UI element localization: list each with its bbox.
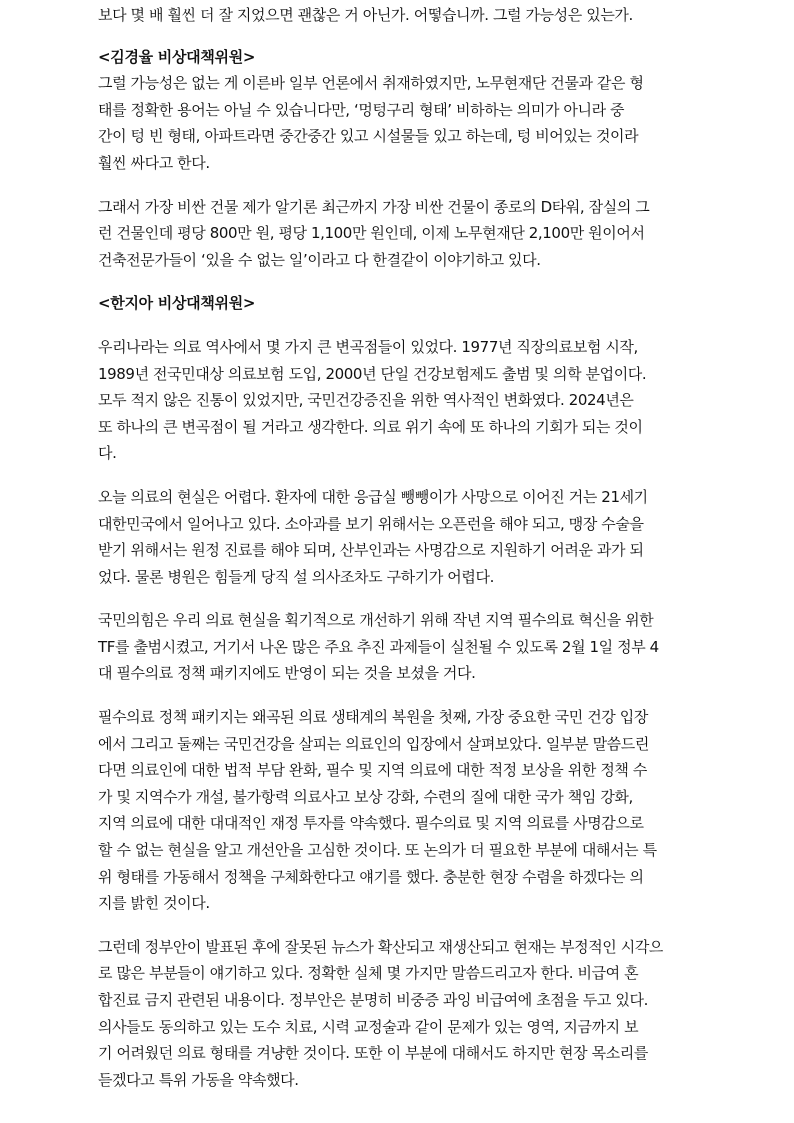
text-line: TF를 출범시켰고, 거기서 나온 많은 주요 추진 과제들이 실천될 수 있도록 2월 1일 정부 4: [98, 637, 659, 656]
text-line: 위 형태를 가동해서 정책을 구체화한다고 얘기를 했다. 충분한 현장 수렴을 하겠다는 의: [98, 867, 644, 886]
text-line: 가 및 지역수가 개설, 불가항력 의료사고 보상 강화, 수련의 질에 대한 국가 책임 강화,: [98, 787, 633, 806]
text-line: 국민의힘은 우리 의료 현실을 획기적으로 개선하기 위해 작년 지역 필수의료 혁신을 위한: [98, 611, 654, 630]
paragraph-han-4: [98, 704, 702, 917]
text-line: 었다. 물론 병원은 힘들게 당직 설 의사조차도 구하기가 어렵다.: [98, 567, 494, 586]
text-line: 태를 정확한 용어는 아닐 수 있습니다만, ‘멍텅구리 형태’ 비하하는 의미가 아니라 중: [98, 100, 625, 119]
text-line: 그래서 가장 비싼 건물 제가 알기론 최근까지 가장 비싼 건물이 종로의 D타워, 잠실의 그: [98, 197, 650, 216]
text-line: 훨씬 싸다고 한다.: [98, 153, 210, 172]
text-line: 우리나라는 의료 역사에서 몇 가지 큰 변곡점들이 있었다. 1977년 직장의료보험 시작,: [98, 337, 638, 356]
text-line: 합진료 금지 관련된 내용이다. 정부안은 분명히 비중증 과잉 비급여에 초점을 두고 있다.: [98, 991, 648, 1009]
text-line: 건축전문가들이 ‘있을 수 없는 일’이라고 다 한결같이 이야기하고 있다.: [98, 250, 541, 269]
text-line: 받기 위해서는 원정 진료를 해야 되며, 산부인과는 사명감으로 지원하기 어려운 과가 되: [98, 541, 644, 560]
text-line: 간이 텅 빈 형태, 아파트라면 중간중간 있고 시설물들 있고 하는데, 텅 비어있는 것이라: [98, 127, 639, 146]
text-line: 에서 그리고 둘째는 국민건강을 살피는 의료인의 입장에서 살펴보았다. 일부분 말씀드린: [98, 734, 649, 753]
paragraph-han-5: [98, 934, 702, 1094]
paragraph-intro: [98, 0, 702, 29]
text-line: 할 수 없는 현실을 알고 개선안을 고심한 것이다. 또 논의가 더 필요한 부분에 대해서는 특: [98, 841, 657, 860]
text-line: 런 건물인데 평당 800만 원, 평당 1,100만 원인데, 이제 노무현재단 2,100만 원이어서: [98, 224, 645, 243]
text-line: 다.: [98, 444, 117, 463]
speaker-heading-kim: <김경율 비상대책위원>: [98, 47, 256, 66]
text-line: 그럴 가능성은 없는 게 이른바 일부 언론에서 취재하였지만, 노무현재단 건물과 같은 형: [98, 74, 644, 93]
text-line: 듣겠다고 특위 가동을 약속했다.: [98, 1070, 299, 1089]
paragraph-han-3: [98, 607, 702, 687]
text-line: 로 많은 부분들이 얘기하고 있다. 정확한 실체 몇 가지만 말씀드리고자 한다. 비급여 혼: [98, 964, 639, 983]
paragraph-kim-1: [98, 70, 702, 176]
text-line: 기 어려웠던 의료 형태를 겨냥한 것이다. 또한 이 부분에 대해서도 하지만 현장 목소리를: [98, 1044, 648, 1063]
paragraph-han-2: [98, 484, 702, 590]
paragraph-kim-2: [98, 194, 702, 274]
text-line: 대한민국에서 일어나고 있다. 소아과를 보기 위해서는 오픈런을 해야 되고, 맹장 수술을: [98, 514, 644, 533]
text-line: 1989년 전국민대상 의료보험 도입, 2000년 단일 건강보험제도 출범 및 의학 분업이다.: [98, 364, 647, 383]
paragraph-han-1: [98, 334, 702, 467]
document-page: [98, 0, 702, 1093]
text-line: 또 하나의 큰 변곡점이 될 거라고 생각한다. 의료 위기 속에 또 하나의 기회가 되는 것이: [98, 417, 643, 436]
text-line: 그런데 정부안이 발표된 후에 잘못된 뉴스가 확산되고 재생산되고 현재는 부정적인 시각으: [98, 937, 664, 956]
text-line: 모두 적지 않은 진통이 있었지만, 국민건강증진을 위한 역사적인 변화였다. 2024년은: [98, 391, 634, 410]
text-line: 대 필수의료 정책 패키지에도 반영이 되는 것을 보셨을 거다.: [98, 664, 476, 683]
text-line: 오늘 의료의 현실은 어렵다. 환자에 대한 응급실 뺑뺑이가 사망으로 이어진 거는 21세기: [98, 487, 648, 506]
text-line: 보다 몇 배 훨씬 더 잘 지었으면 괜찮은 거 아닌가. 어떻습니까. 그럴 가능성은 있는가.: [98, 6, 633, 24]
text-line: 필수의료 정책 패키지는 왜곡된 의료 생태계의 복원을 첫째, 가장 중요한 국민 건강 입장: [98, 708, 648, 727]
text-line: 다면 의료인에 대한 법적 부담 완화, 필수 및 지역 의료에 대한 적정 보상을 위한 정책 수: [98, 761, 647, 780]
speaker-heading-han: <한지아 비상대책위원>: [98, 294, 256, 313]
text-line: 의사들도 동의하고 있는 도수 치료, 시력 교정술과 같이 문제가 있는 영역, 지금까지 보: [98, 1017, 639, 1036]
text-line: 지역 의료에 대한 대대적인 재정 투자를 약속했다. 필수의료 및 지역 의료를 사명감으로: [98, 814, 644, 833]
text-line: 지를 밝힌 것이다.: [98, 894, 210, 913]
